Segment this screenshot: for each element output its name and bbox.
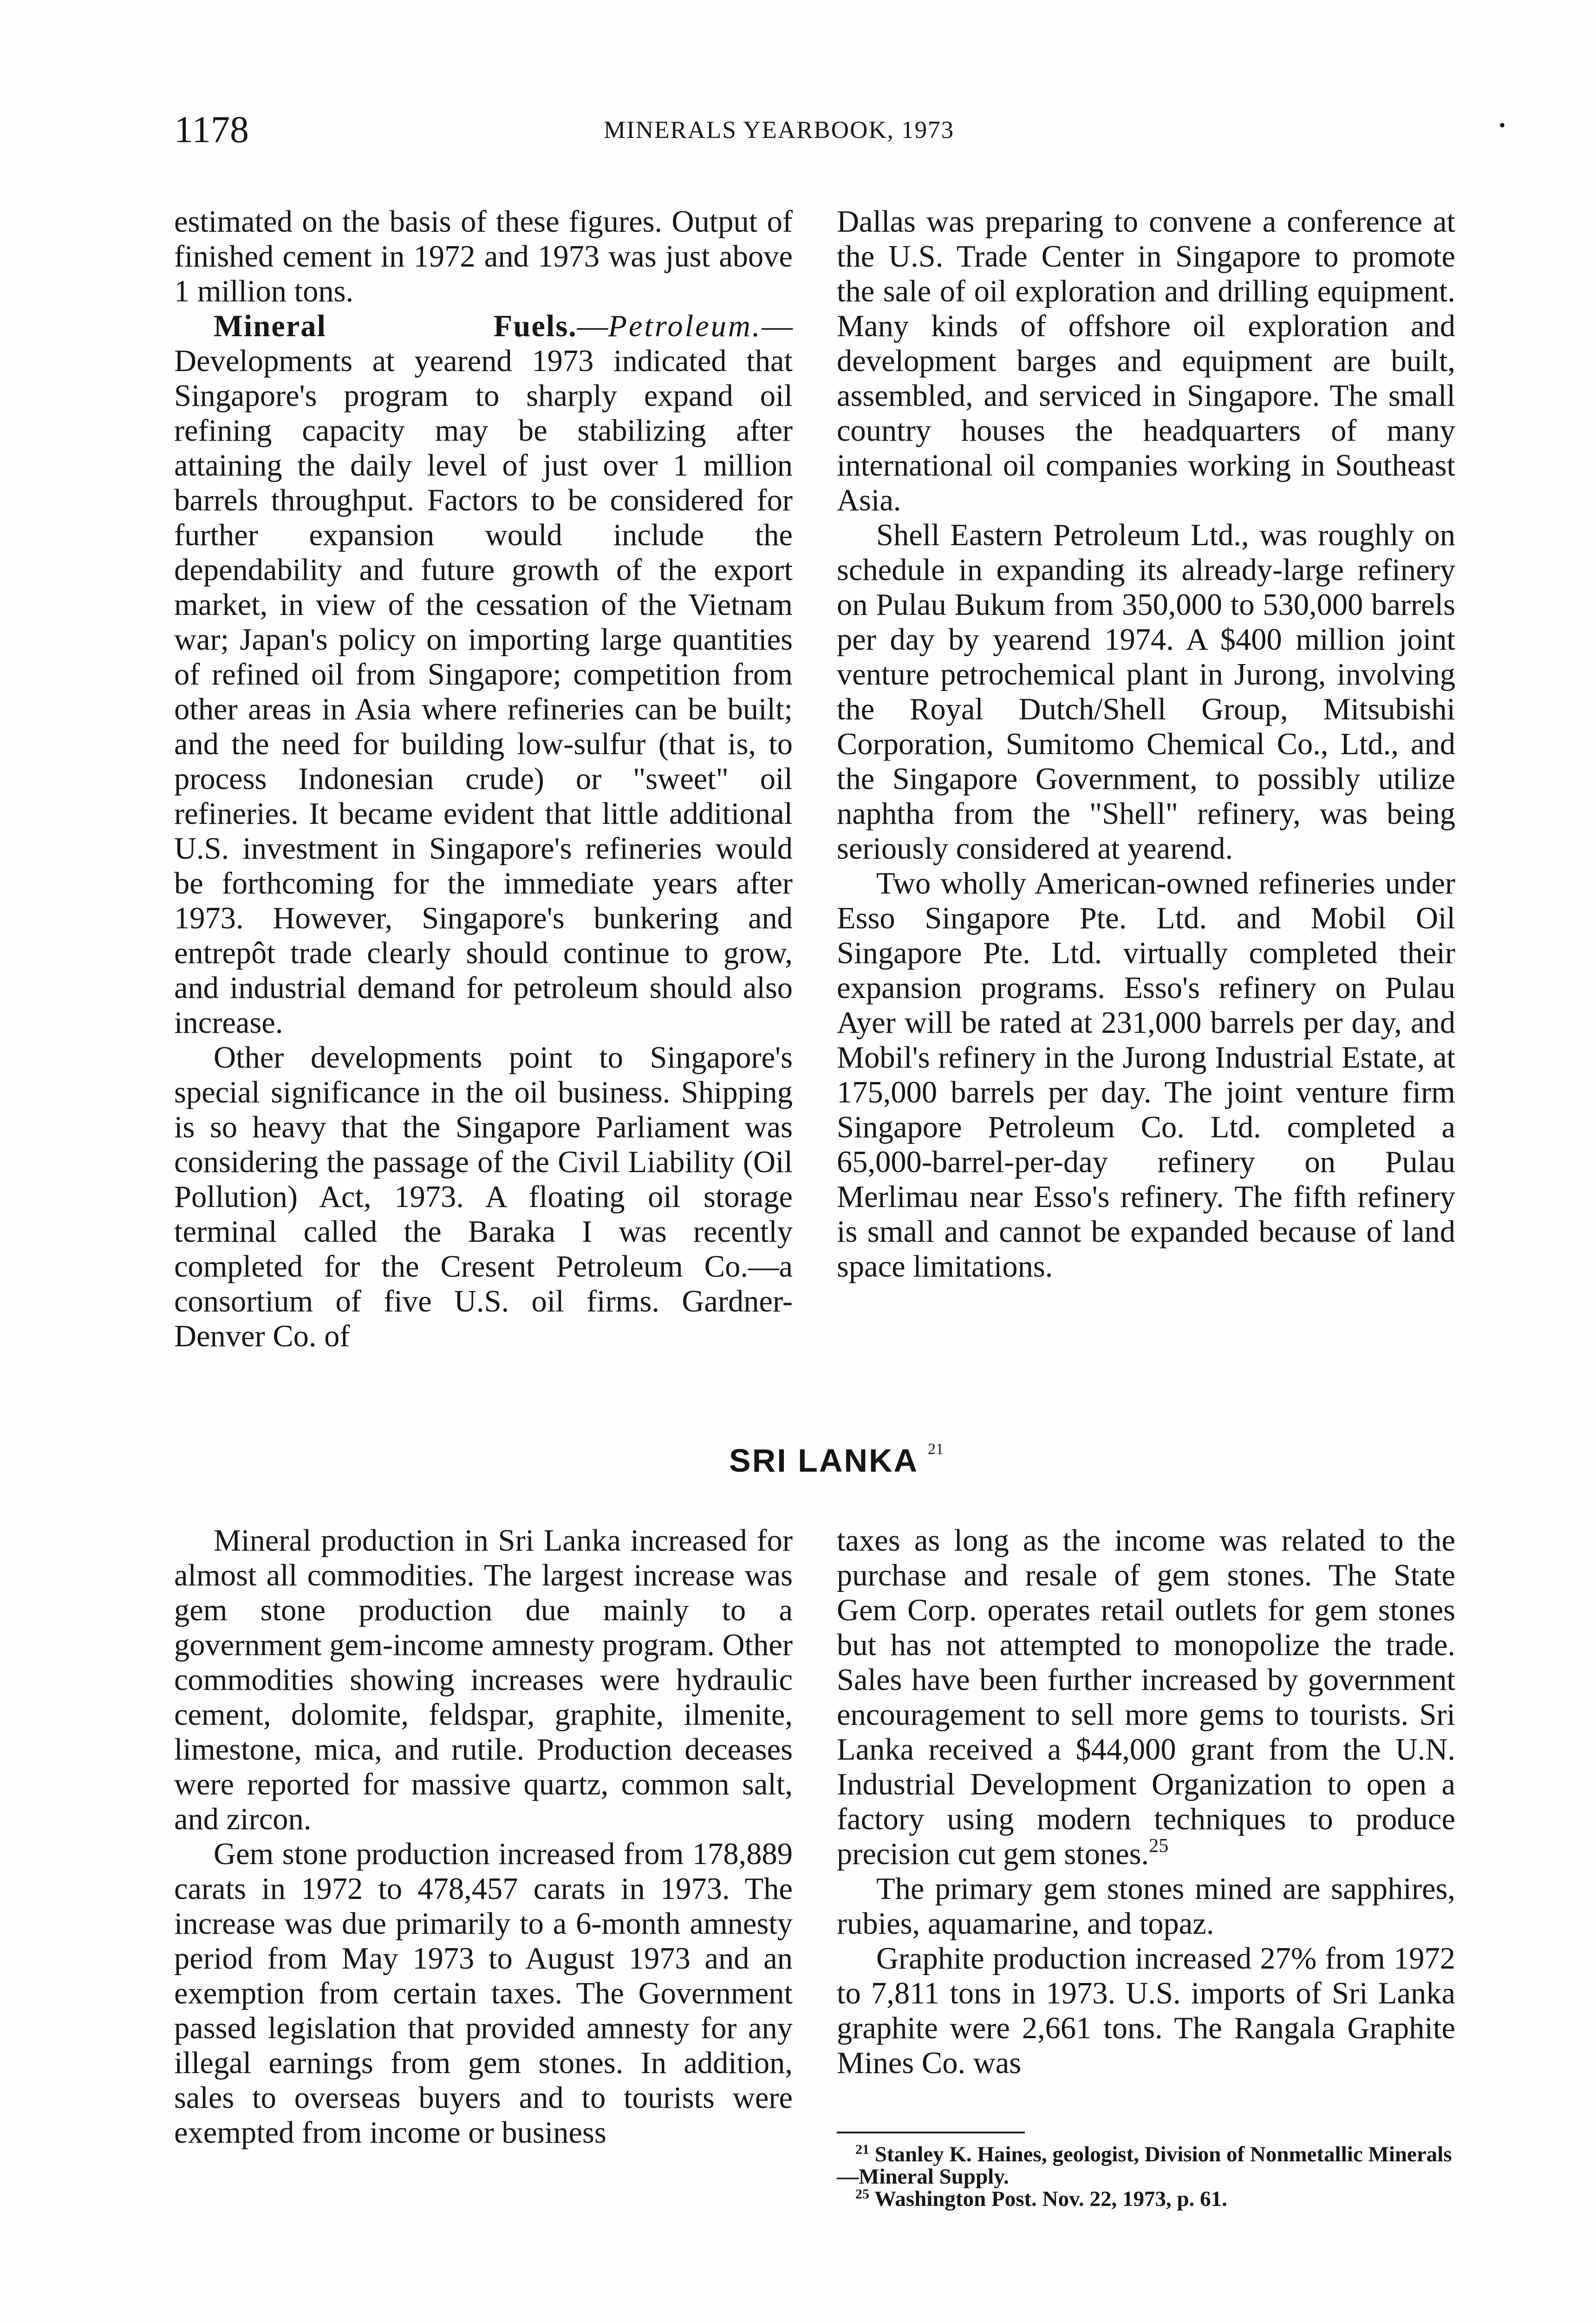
section-title	[729, 1442, 944, 1479]
footnote	[837, 2143, 1455, 2188]
page-number: 1178	[174, 108, 249, 150]
column-bottom-left	[174, 1523, 793, 2150]
paragraph: Gem stone production increased from 178,889 carats in 1972 to 478,457 carats in 1973. The increase was due primarily to a 6-month amnesty period from May 1973 to August 1973 and an exemption from certain taxes. The Government passed legislation that provided amnesty for any illegal earnings from gem stones. In addition, sales to overseas buyers and to tourists were exempted from income or business	[174, 1837, 793, 2150]
paragraph: Dallas was preparing to convene a conference at the U.S. Trade Center in Singapore to promote the sale of oil exploration and drilling equipment. Many kinds of offshore oil exploration and development barges and equipment are built, assembled, and serviced in Singapore. The small country houses the headquarters of many international oil companies working in Southeast Asia.	[837, 205, 1455, 517]
paragraph: The primary gem stones mined are sapphires, rubies, aquamarine, and topaz.	[837, 1872, 1455, 1941]
column-top-right	[837, 204, 1455, 1284]
paragraph-body: —Developments at yearend 1973 indicated that Singapore's program to sharply expand oil refining capacity may be stabilizing after attaining the daily level of just over 1 million barrels throughput. Factors to be considered for further expansion would include the dependability and future growth of the export market, in view of the cessation of the Vietnam war; Japan's policy on importing large quantities of refined oil from Singapore; competition from other areas in Asia where refineries can be built; and the need for building low-sulfur (that is, to process Indonesian crude) or "sweet" oil refineries. It became evident that little additional U.S. investment in Singapore's refineries would be forthcoming for the immediate years after 1973. However, Singapore's bunkering and entrepôt trade clearly should continue to grow, and industrial demand for petroleum should also increase.	[174, 309, 793, 1040]
footnote-number: 21	[855, 2142, 869, 2157]
column-bottom-right	[837, 1523, 1455, 2081]
footnote-text: Stanley K. Haines, geologist, Division of Nonmetallic Minerals—Mineral Supply.	[837, 2142, 1452, 2189]
paragraph: Mineral production in Sri Lanka increased for almost all commodities. The largest increase was gem stone production due mainly to a government gem-income amnesty program. Other commodities showing increases were hydraulic cement, dolomite, feldspar, graphite, ilmenite, limestone, mica, and rutile. Production deceases were reported for massive quartz, common salt, and zircon.	[174, 1524, 793, 1836]
paragraph: Other developments point to Singapore's special significance in the oil business. Shipping is so heavy that the Singapore Parliament was considering the passage of the Civil Liability (Oil Pollution) Act, 1973. A floating oil storage terminal called the Baraka I was recently completed for the Cresent Petroleum Co.—a consortium of five U.S. oil firms. Gardner-Denver Co. of	[174, 1041, 793, 1353]
heading-dash: —	[577, 309, 608, 343]
footnote	[837, 2188, 1455, 2210]
footnote-text: Washington Post. Nov. 22, 1973, p. 61.	[874, 2187, 1227, 2211]
running-title: MINERALS YEARBOOK, 1973	[604, 117, 955, 143]
footnote-ref: 21	[927, 1441, 944, 1458]
paragraph-body: taxes as long as the income was related to the purchase and resale of gem stones. The State Gem Corp. operates retail outlets for gem stones but has not attempted to monopolize the trade. Sales have been further increased by government encouragement to sell more gems to tourists. Sri Lanka received a $44,000 grant from the U.N. Industrial Development Organization to open a factory using modern techniques to produce precision cut gem stones.	[837, 1524, 1455, 1871]
footnotes	[837, 2143, 1455, 2210]
paragraph: Two wholly American-owned refineries under Esso Singapore Pte. Ltd. and Mobil Oil Singapore Pte. Ltd. virtually completed their expansion programs. Esso's refinery on Pulau Ayer will be rated at 231,000 barrels per day, and Mobil's refinery in the Jurong Industrial Estate, at 175,000 barrels per day. The joint venture firm Singapore Petroleum Co. Ltd. completed a 65,000-barrel-per-day refinery on Pulau Merlimau near Esso's refinery. The fifth refinery is small and cannot be expanded because of land space limitations.	[837, 867, 1455, 1284]
paragraph: estimated on the basis of these figures. Output of finished cement in 1972 and 1973 was just above 1 million tons.	[174, 205, 793, 308]
footnote-number: 25	[855, 2186, 869, 2202]
section-title-text: SRI LANKA	[729, 1442, 918, 1479]
subsection-heading: Mineral Fuels.	[214, 309, 577, 343]
footnote-ref: 25	[1149, 1835, 1169, 1857]
subsection-subheading: Petroleum.	[608, 309, 762, 343]
paragraph: Graphite production increased 27% from 1972 to 7,811 tons in 1973. U.S. imports of Sri Lanka graphite were 2,661 tons. The Rangala Graphite Mines Co. was	[837, 1942, 1455, 2080]
paragraph: Shell Eastern Petroleum Ltd., was roughly on schedule in expanding its already-large refinery on Pulau Bukum from 350,000 to 530,000 barrels per day by yearend 1974. A $400 million joint venture petrochemical plant in Jurong, involving the Royal Dutch/Shell Group, Mitsubishi Corporation, Sumitomo Chemical Co., Ltd., and the Singapore Government, to possibly utilize naphtha from the "Shell" refinery, was being seriously considered at yearend.	[837, 518, 1455, 866]
column-top-left	[174, 204, 793, 1354]
paragraph-mineral-fuels	[174, 309, 793, 1040]
header-dot: •	[1499, 115, 1506, 136]
paragraph	[837, 1523, 1455, 1872]
footnote-divider	[837, 2132, 1025, 2133]
